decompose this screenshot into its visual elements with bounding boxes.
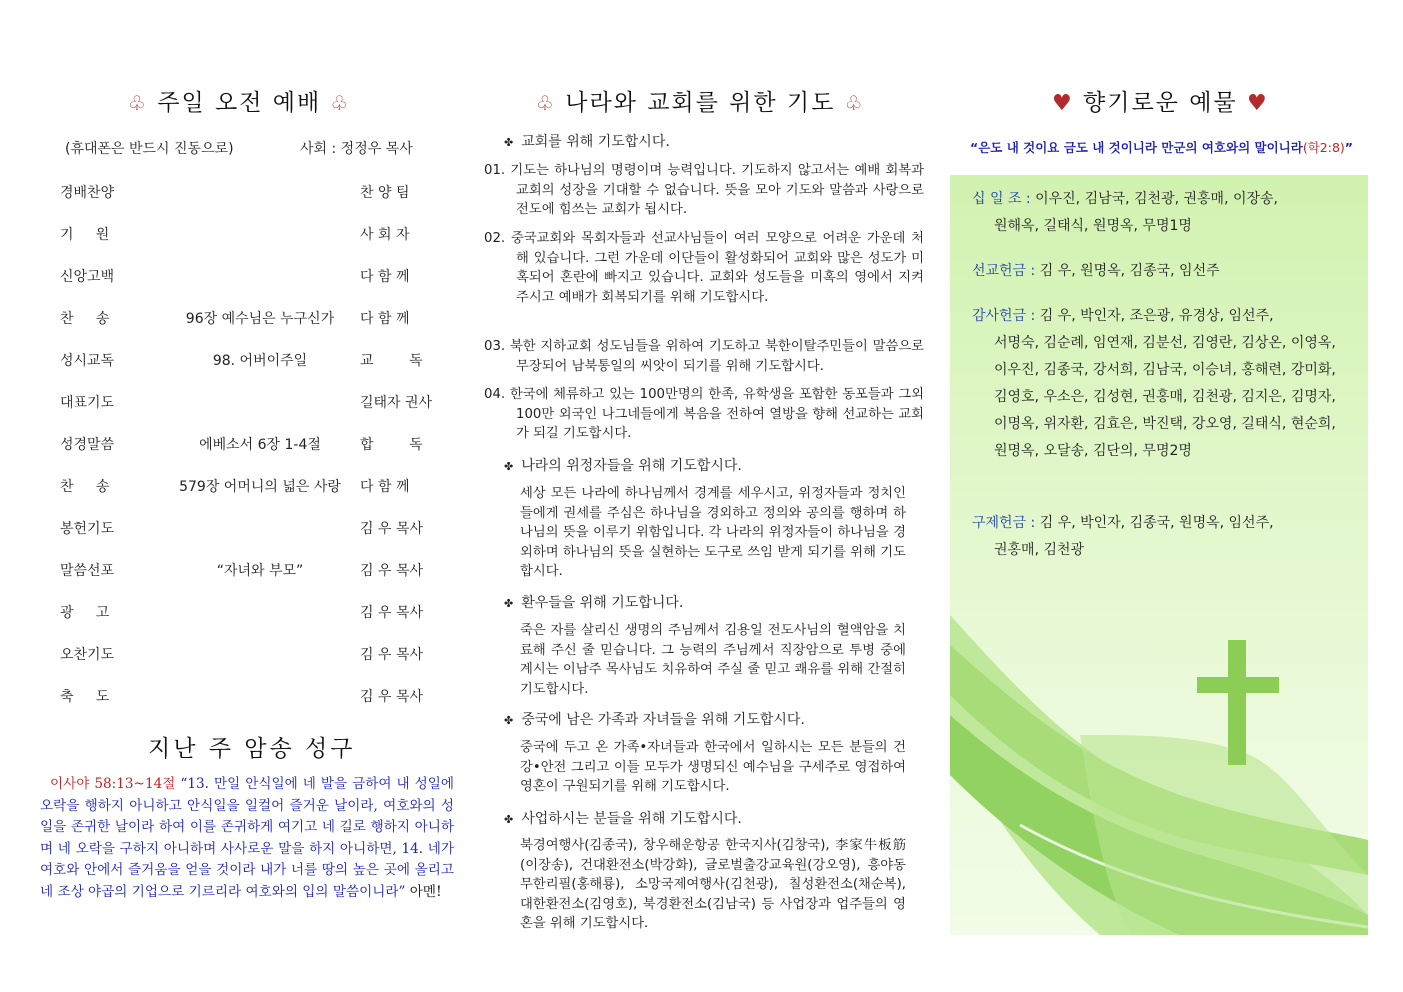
order-item-name: 성시교독 xyxy=(60,353,115,369)
order-row xyxy=(40,392,460,416)
verse-reference: (학2:8) xyxy=(1302,140,1345,155)
clover-icon: ♧ xyxy=(536,91,556,115)
worship-heading xyxy=(128,84,350,117)
prayer-item: 03. 북한 지하교회 성도님들을 위하여 기도하고 북한이탈주민들이 말씀으로 무장되어 남북통일의 씨앗이 되기를 위해 기도합시다. xyxy=(484,339,925,374)
clover-icon: ♧ xyxy=(128,91,148,115)
order-item-person: 다 함 께 xyxy=(360,269,410,285)
order-item-person: 김 우 목사 xyxy=(360,605,423,621)
prayer-title: 나라와 교회를 위한 기도 xyxy=(565,90,836,116)
order-row xyxy=(40,224,460,248)
prayer-item: 04. 한국에 체류하고 있는 100만명의 한족, 유학생을 포함한 동포들과 그외 100만 외국인 나그네들에게 복음을 전하여 열방을 향해 선교하는 교회가 되길 기도합시다. xyxy=(484,387,924,441)
offering-title: 향기로운 예물 xyxy=(1083,90,1238,116)
business-text: 북경여행사(김종국), 창우해운항공 한국지사(김창국), 李家牛板筋(이장송), 건대환전소(박강화), 글로벌출강교육원(강오영), 흥야동무한리필(홍해룡), 소망국제여행사(김천광), 칠성환전소(채순복), 대한환전소(김영호), 북경환전소(김남국) 등 사업장과 업주들의 영혼을 위해 기도합시다. xyxy=(520,838,906,931)
memory-verse-heading: 지난 주 암송 성구 xyxy=(148,736,356,762)
offering-thanks: 감사헌금 : 김 우, 박인자, 조은광, 유경상, 임선주, 서명숙, 김순례, 임연재, 김분선, 김영란, 김상온, 이영옥, 이우진, 김종국, 강서희, 김남국, 이승녀, 홍해련, 강미화, 김영호, 우소은, 김성현, 권홍매, 김천광, 김지은, 김명자, 이명옥, 위자환, 김효은, 박진택, 강오영, 길태식, 현순희, 원명옥, 오달송, 김단의, 무명2명 xyxy=(972,308,1336,459)
offering-relief: 구제헌금 : 김 우, 박인자, 김종국, 원명옥, 임선주, 권홍매, 김천광 xyxy=(972,515,1274,558)
order-item-name: 대표기도 xyxy=(60,395,115,411)
order-item-name: 광 고 xyxy=(60,605,110,621)
memory-verse xyxy=(40,774,454,903)
order-item-name: 기 원 xyxy=(60,227,110,243)
verse-text: “13. 만일 안식일에 네 발을 금하여 내 성일에 오락을 행하지 아니하고 안식일을 일컬어 즐거운 날이라, 여호와의 성일을 존귀한 날이라 하여 이를 존귀하게 여기고 네 길로 행하지 아니하며 네 오락을 구하지 아니하며 사사로운 말을 하지 아니하면, 14. 네가 여호와 안에서 즐거움을 얻을 것이라 내가 너를 땅의 높은 곳에 올리고 네 조상 야곱의 기업으로 기르리라 여호와의 입의 말씀이니라” xyxy=(40,776,454,900)
leaders-text: 세상 모든 나라에 하나님께서 경계를 세우시고, 위정자들과 정치인들에게 권세를 주심은 하나님을 경외하고 정의와 공의를 행하며 하나님의 뜻을 이루기 위함입니다. 각 나라의 위정자들이 하나님을 경외하며 하나님의 뜻을 실현하는 도구로 쓰임 받게 되기를 위해 기도합시다. xyxy=(520,486,906,579)
order-item-person: 교 독 xyxy=(360,353,423,369)
order-row xyxy=(40,644,460,668)
order-row xyxy=(40,182,460,206)
star-bullet-icon: ✤ xyxy=(504,460,514,473)
order-item-detail: “자녀와 부모” xyxy=(216,563,304,579)
offering-verse: “은도 내 것이요 금도 내 것이니라 만군의 여호와의 말이니라(학2:8)” xyxy=(970,140,1354,155)
section-sick: ✤ 환우들을 위해 기도합니다. xyxy=(504,595,684,611)
verse-amen: 아멘! xyxy=(405,883,442,900)
verse-reference: 이사야 58:13~14절 xyxy=(50,776,176,792)
order-item-name: 신앙고백 xyxy=(60,269,115,285)
section-business: ✤ 사업하시는 분들을 위해 기도합시다. xyxy=(504,811,742,827)
order-row xyxy=(40,350,460,374)
order-row xyxy=(40,518,460,542)
star-bullet-icon: ✤ xyxy=(504,136,514,149)
order-item-name: 오찬기도 xyxy=(60,647,115,663)
order-item-person: 다 함 께 xyxy=(360,311,410,327)
star-bullet-icon: ✤ xyxy=(504,597,514,610)
clover-icon: ♧ xyxy=(330,91,351,115)
order-row xyxy=(40,476,460,500)
heart-icon: ♥ xyxy=(1052,91,1074,116)
order-item-person: 김 우 목사 xyxy=(360,689,423,705)
service-leader: 사회 : 정정우 목사 xyxy=(300,141,413,157)
section-church: ✤ 교회를 위해 기도합시다. xyxy=(504,134,670,150)
order-row xyxy=(40,686,460,710)
phone-notice: (휴대폰은 반드시 진동으로) xyxy=(65,141,234,157)
order-row xyxy=(40,308,460,332)
order-row xyxy=(40,602,460,626)
order-item-person: 김 우 목사 xyxy=(360,647,423,663)
order-item-person: 사 회 자 xyxy=(360,227,410,243)
order-item-name: 축 도 xyxy=(60,689,110,705)
section-leaders: ✤ 나라의 위정자들을 위해 기도합시다. xyxy=(504,458,742,474)
offering-heading xyxy=(1052,84,1269,117)
order-item-detail: 579장 어머니의 넓은 사랑 xyxy=(179,479,341,495)
order-item-person: 다 함 께 xyxy=(360,479,410,495)
order-row xyxy=(40,434,460,458)
cross-vertical xyxy=(1228,640,1246,765)
order-item-person: 찬 양 팀 xyxy=(360,185,410,201)
cross-horizontal xyxy=(1197,677,1279,693)
order-row xyxy=(40,560,460,584)
order-item-person: 합 독 xyxy=(360,437,423,453)
star-bullet-icon: ✤ xyxy=(504,714,514,727)
order-item-name: 봉헌기도 xyxy=(60,521,115,537)
order-row xyxy=(40,266,460,290)
order-item-person: 김 우 목사 xyxy=(360,563,423,579)
order-item-name: 경배찬양 xyxy=(60,185,115,201)
order-item-name: 찬 송 xyxy=(60,311,110,327)
prayer-heading xyxy=(536,84,865,117)
order-item-person: 길태자 권사 xyxy=(360,395,433,411)
star-bullet-icon: ✤ xyxy=(504,813,514,826)
worship-title: 주일 오전 예배 xyxy=(157,90,322,116)
offering-mission: 선교헌금 : 김 우, 원명옥, 김종국, 임선주 xyxy=(972,263,1220,279)
order-item-person: 김 우 목사 xyxy=(360,521,423,537)
prayer-item: 02. 중국교회와 목회자들과 선교사님들이 여러 모양으로 어려운 가운데 처해 있습니다. 그런 가운데 이단들이 활성화되어 교회와 많은 성도가 미혹되어 혼란에 빠지고 있습니다. 교회와 성도들을 미혹의 영에서 지켜주시고 예배가 회복되기를 위해 기도합시다. xyxy=(484,231,924,305)
order-item-detail: 에베소서 6장 1-4절 xyxy=(199,437,321,453)
family-text: 중국에 두고 온 가족•자녀들과 한국에서 일하시는 모든 분들의 건강•안전 그리고 이들 모두가 생명되신 예수님을 구세주로 영접하여 영혼이 구원되기를 위해 기도합시다. xyxy=(520,740,906,794)
order-item-name: 찬 송 xyxy=(60,479,110,495)
clover-icon: ♧ xyxy=(844,91,865,115)
order-item-name: 성경말씀 xyxy=(60,437,115,453)
section-family: ✤ 중국에 남은 가족과 자녀들을 위해 기도합시다. xyxy=(504,712,805,728)
order-item-detail: 96장 예수님은 누구신가 xyxy=(185,311,335,327)
offering-tithe: 십 일 조 : 이우진, 김남국, 김천광, 권홍매, 이장송, 원해옥, 길태식, 원명옥, 무명1명 xyxy=(972,191,1279,234)
prayer-item: 01. 기도는 하나님의 명령이며 능력입니다. 기도하지 않고서는 예배 회복과 교회의 성장을 기대할 수 없습니다. 뜻을 모아 기도와 말씀과 사랑으로 전도에 힘쓰는 교회가 됩시다. xyxy=(484,163,924,217)
order-item-name: 말씀선포 xyxy=(60,563,115,579)
order-item-detail: 98. 어버이주일 xyxy=(212,353,308,369)
sick-text: 죽은 자를 살리신 생명의 주님께서 김용일 전도사님의 혈액암을 치료해 주신 줄 믿습니다. 그 능력의 주님께서 직장암으로 투병 중에 계시는 이남주 목사님도 치유하여 주실 줄 믿고 쾌유를 위해 간절히 기도합시다. xyxy=(520,623,906,697)
heart-icon: ♥ xyxy=(1246,91,1269,116)
